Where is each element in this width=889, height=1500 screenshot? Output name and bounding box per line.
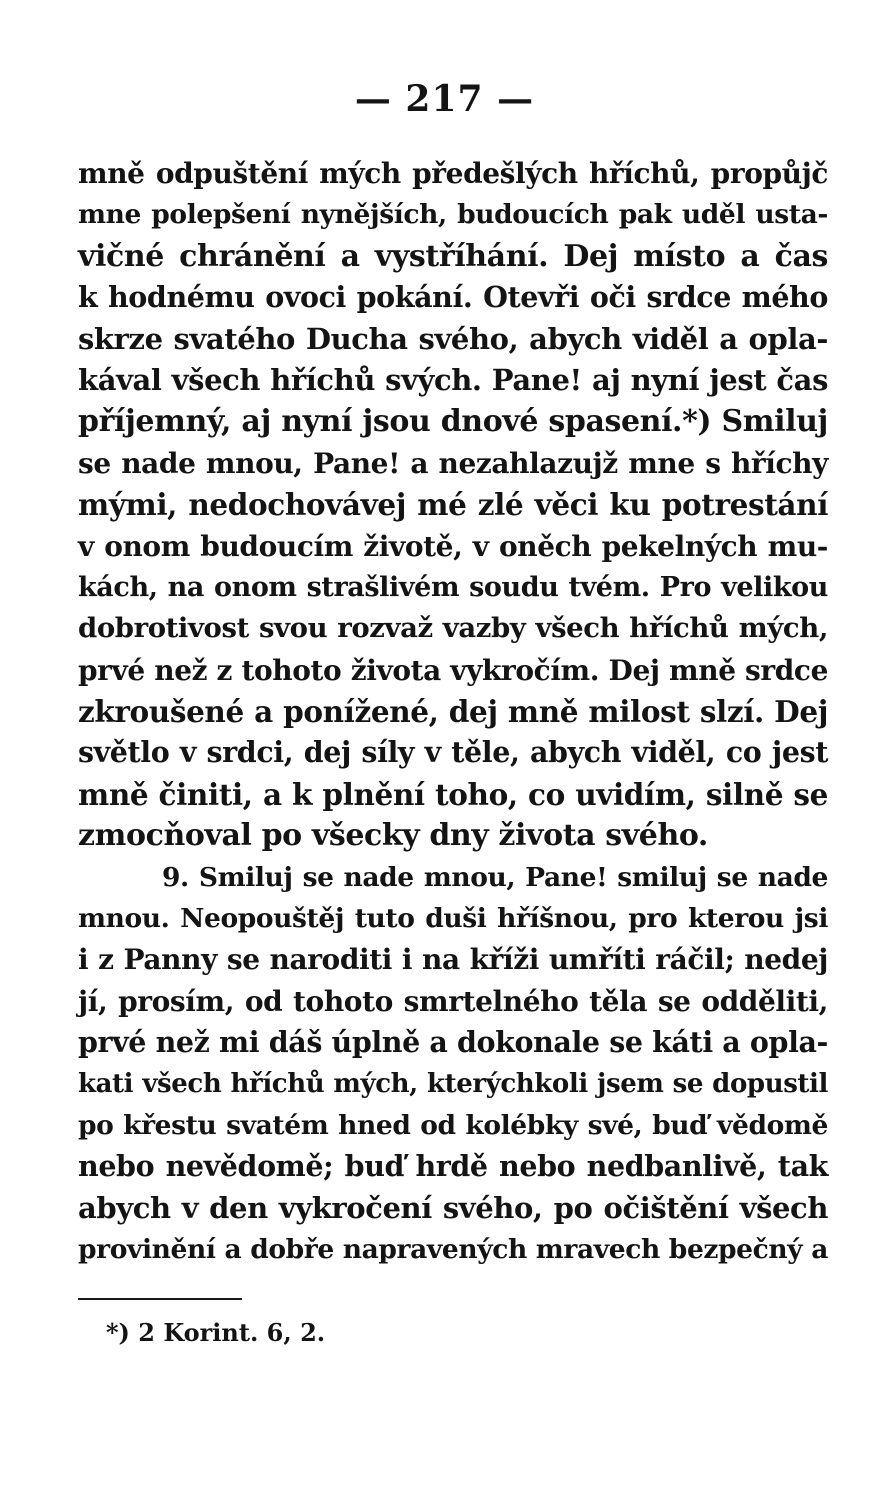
- text-line: i z Panny se naroditi i na kříži umříti ráčil; nedej: [78, 943, 828, 977]
- text-line: vičné chránění a vystříhání. Dej místo a čas: [78, 238, 828, 274]
- text-line: příjemný, aj nyní jsou dnové spasení.*) Smiluj: [78, 404, 828, 440]
- footnote: *) 2 Korint. 6, 2.: [106, 1318, 326, 1347]
- text-line: po křestu svatém hned od kolébky své, buď vědomě: [78, 1109, 828, 1141]
- text-line: zkroušené a ponížené, dej mně milost slzí. Dej: [78, 694, 828, 730]
- text-line: mnou. Neopouštěj tuto duši hříšnou, pro kterou jsi: [78, 903, 828, 935]
- text-line: abych v den vykročení svého, po očištění všech: [78, 1190, 828, 1225]
- text-line: prvé než z tohoto života vykročím. Dej mně srdce: [78, 653, 828, 687]
- text-line: mne polepšení nynějších, budoucích pak uděl usta-: [78, 199, 828, 231]
- page-number: — 217 —: [354, 78, 535, 120]
- paragraph-end-line: zmocňoval po všecky dny života svého.: [78, 818, 708, 854]
- text-line: kával všech hříchů svých. Pane! aj nyní jest čas: [78, 362, 828, 397]
- body-text: [78, 153, 828, 1271]
- text-line: k hodnému ovoci pokání. Otevři oči srdce mého: [78, 280, 828, 315]
- footnote-divider: [78, 1298, 242, 1300]
- text-line: dobrotivost svou rozvaž vazby všech hříchů mých,: [78, 612, 828, 645]
- text-line: skrze svatého Ducha svého, abych viděl a opla-: [78, 321, 828, 356]
- text-line: mně odpuštění mých předešlých hříchů, propůjč: [78, 157, 828, 190]
- text-line: světlo v srdci, dej síly v těle, abych viděl, co jest: [78, 735, 828, 770]
- text-line: prvé než mi dáš úplně a dokonale se káti a opla-: [78, 1025, 828, 1060]
- text-line: se nade mnou, Pane! a nezahlazujž mne s hříchy: [78, 446, 828, 480]
- paragraph-start-line: 9. Smiluj se nade mnou, Pane! smiluj se nade: [162, 861, 828, 893]
- text-line: mně činiti, a k plnění toho, co uvidím, silně se: [78, 776, 828, 812]
- text-line: kách, na onom strašlivém soudu tvém. Pro velikou: [78, 571, 828, 603]
- text-line: nebo nevědomě; buď hrdě nebo nedbanlivě, tak: [78, 1149, 828, 1184]
- text-line: jí, prosím, od tohoto smrtelného těla se odděliti,: [78, 984, 828, 1018]
- text-line: provinění a dobře napravených mravech bezpečný a: [78, 1234, 828, 1266]
- text-line: kati všech hříchů mých, kterýchkoli jsem se dopustil: [78, 1068, 828, 1099]
- text-line: mými, nedochovávej mé zlé věci ku potrestání: [78, 487, 828, 523]
- text-line: v onom budoucím životě, v oněch pekelných mu-: [78, 529, 828, 563]
